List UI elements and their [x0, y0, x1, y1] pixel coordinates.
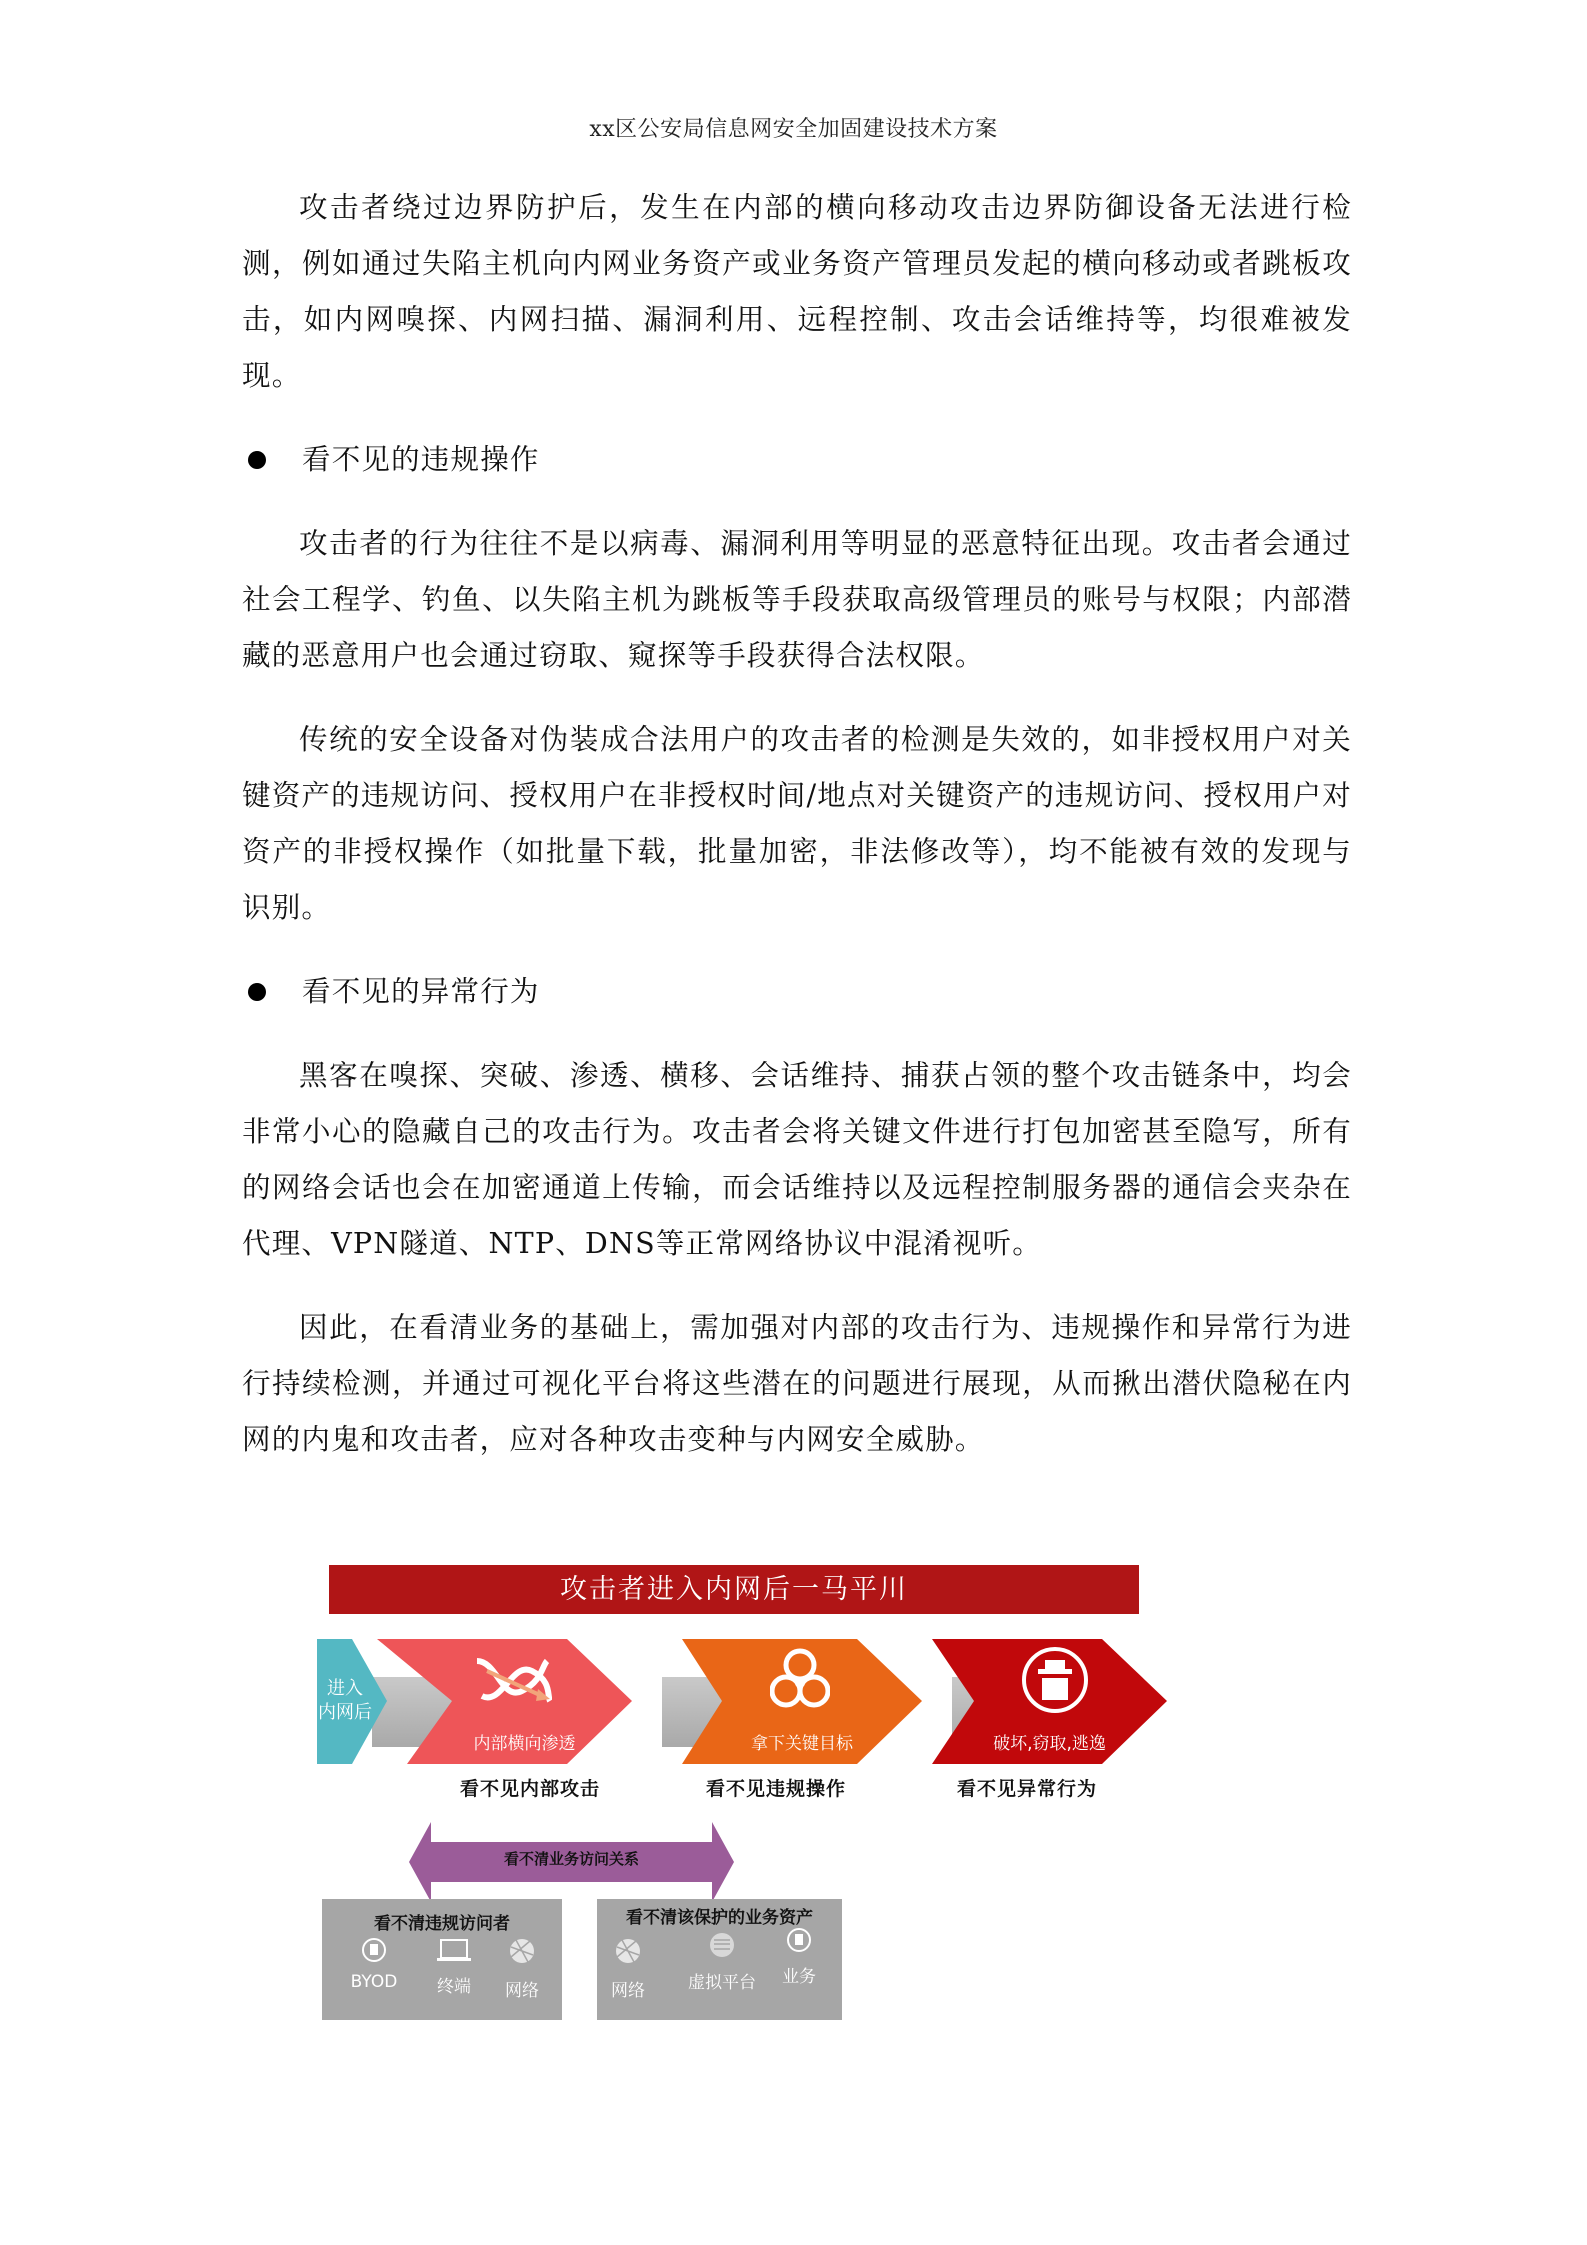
arrow-label: 看不清业务访问关系 [503, 1850, 639, 1868]
globe-icon [603, 1937, 653, 1970]
laptop-icon [424, 1937, 484, 1968]
biohazard-icon [770, 1647, 830, 1717]
tablet-icon [769, 1927, 829, 1958]
panel-item [492, 1937, 552, 2001]
paragraph: 黑客在嗅探、突破、渗透、横移、会话维持、捕获占领的整个攻击链条中，均会非常小心的隐藏自己的攻击行为。攻击者会将关键文件进行打包加密甚至隐写，所有的网络会话也会在加密通道上传输，而会话维持以及远程控制服务器的通信会夹杂在代理、VPN隧道、NTP、DNS等正常网络协议中混淆视听。 [242, 1059, 1352, 1260]
item-label: 网络 [611, 1981, 645, 2001]
panel-item [424, 1937, 484, 1997]
diagram-banner: 攻击者进入内网后一马平川 [329, 1565, 1139, 1614]
spy-icon [1020, 1645, 1090, 1715]
item-label: 终端 [437, 1977, 471, 1997]
document-body [242, 180, 1352, 1496]
page-header: xx区公安局信息网安全加固建设技术方案 [589, 117, 998, 142]
item-label: BYOD [350, 1972, 398, 1992]
panel-protected-assets [597, 1899, 842, 2020]
panel-item [682, 1931, 762, 1993]
panel-item [603, 1937, 653, 2001]
panel-item [344, 1937, 404, 1992]
panel-item [769, 1927, 829, 1987]
business-access-arrow [409, 1814, 734, 1910]
paragraph: 传统的安全设备对伪装成合法用户的攻击者的检测是失效的，如非授权用户对关键资产的违规访问、授权用户在非授权时间/地点对关键资产的违规访问、授权用户对资产的非授权操作（如批量下载，批量加密，非法修改等），均不能被有效的发现与识别。 [242, 723, 1352, 924]
server-icon [682, 1931, 762, 1964]
paragraph: 因此，在看清业务的基础上，需加强对内部的攻击行为、违规操作和异常行为进行持续检测，并通过可视化平台将这些潜在的问题进行展现，从而揪出潜伏隐秘在内网的内鬼和攻击者，应对各种攻击变种与内网安全威胁。 [242, 1311, 1352, 1456]
stage-capture-target [682, 1639, 922, 1764]
bullet-text: 看不见的异常行为 [302, 975, 540, 1008]
caption-violation: 看不见违规操作 [706, 1778, 847, 1800]
bullet-text: 看不见的违规操作 [302, 443, 540, 476]
stage-label: 破坏,窃取,逃逸 [993, 1734, 1106, 1754]
bullet-icon [248, 451, 266, 469]
bullet-heading [242, 964, 1352, 1020]
paragraph: 攻击者的行为往往不是以病毒、漏洞利用等明显的恶意特征出现。攻击者会通过社会工程学、钓鱼、以失陷主机为跳板等手段获取高级管理员的账号与权限；内部潜藏的恶意用户也会通过窃取、窥探等手段获得合法权限。 [242, 527, 1352, 672]
stage-lateral-penetration [377, 1639, 632, 1764]
panel-title: 看不清违规访问者 [374, 1914, 510, 1934]
tablet-icon [344, 1937, 404, 1968]
attack-chain-diagram [312, 1552, 1172, 2012]
caption-internal-attack: 看不见内部攻击 [460, 1778, 601, 1800]
stage-label: 拿下关键目标 [751, 1734, 853, 1754]
item-label: 业务 [782, 1967, 816, 1987]
bullet-heading [242, 432, 1352, 488]
dna-arrow-icon [472, 1651, 552, 1711]
caption-anomaly: 看不见异常行为 [957, 1778, 1098, 1800]
stage-label: 内网后 [318, 1702, 372, 1723]
stage-destroy-steal-escape [932, 1639, 1167, 1764]
panel-title: 看不清该保护的业务资产 [626, 1908, 813, 1928]
panel-violating-visitors [322, 1899, 562, 2020]
item-label: 网络 [505, 1981, 539, 2001]
globe-icon [492, 1937, 552, 1970]
stage-label: 内部横向渗透 [473, 1734, 576, 1754]
paragraph: 攻击者绕过边界防护后，发生在内部的横向移动攻击边界防御设备无法进行检测，例如通过失陷主机向内网业务资产或业务资产管理员发起的横向移动或者跳板攻击，如内网嗅探、内网扫描、漏洞利用、远程控制、攻击会话维持等，均很难被发现。 [242, 191, 1352, 392]
stage-label: 进入 [327, 1678, 363, 1699]
bullet-icon [248, 983, 266, 1001]
item-label: 虚拟平台 [688, 1973, 756, 1993]
